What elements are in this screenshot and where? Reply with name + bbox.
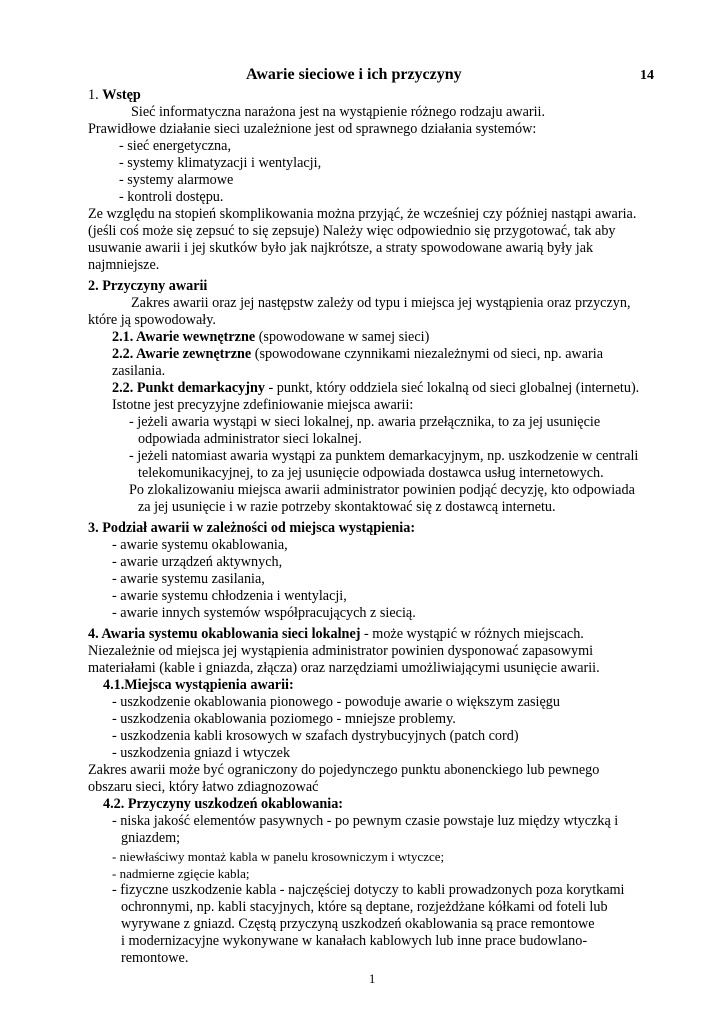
- list-item: - sieć energetyczna,: [119, 138, 231, 154]
- list-item-cont: ochronnymi, np. kabli stacyjnych, które są deptane, rozjeżdżane kółkami od foteli lub: [121, 899, 608, 915]
- section-1-heading: [88, 87, 141, 104]
- list-item-cont: wyrywane z gniazd. Częstą przyczyną uszkodzeń okablowania są prace remontowe: [121, 916, 595, 932]
- list-item: - uszkodzenia kabli krosowych w szafach dystrybucyjnych (patch cord): [112, 728, 519, 744]
- list-item: - fizyczne uszkodzenie kabla - najczęściej dotyczy to kabli prowadzonych poza korytkami: [112, 882, 625, 898]
- paragraph-line: usuwanie awarii i jej skutków było jak najkrótsze, a straty spowodowane awarią były jak: [88, 240, 594, 256]
- list-item: - uszkodzenia okablowania poziomego - mniejsze problemy.: [112, 711, 456, 727]
- paragraph-line: Zakres awarii oraz jej następstw zależy od typu i miejsca jej wystąpienia oraz przyczyn,: [131, 295, 631, 311]
- subsection-title: 2.2. P: [112, 380, 146, 396]
- paragraph-line: zasilania.: [112, 363, 166, 379]
- paragraph-line: za jej usunięcie i w razie potrzeby skontaktować się z dostawcą internetu.: [138, 499, 556, 515]
- paragraph-line: Istotne jest precyzyjne zdefiniowanie miejsca awarii:: [112, 397, 414, 413]
- paragraph-line: (jeśli coś może się zepsuć to się zepsuje) Należy więc odpowiednio się przygotować, tak aby: [88, 223, 616, 239]
- section-4-heading: [88, 626, 584, 643]
- page-title: Awarie sieciowe i ich przyczyny: [246, 66, 462, 83]
- list-item: - systemy klimatyzacji i wentylacji,: [119, 155, 322, 171]
- section-2-heading: 2. Przyczyny awarii: [88, 278, 208, 294]
- list-item-cont: gniazdem;: [121, 830, 181, 846]
- subsection-text: - punkt, który oddziela sieć lokalną od sieci globalnej (internetu).: [264, 380, 640, 396]
- paragraph-line: Sieć informatyczna narażona jest na wystąpienie różnego rodzaju awarii.: [131, 104, 546, 120]
- subsection-2-2-demarc: [112, 380, 639, 397]
- list-item: - awarie systemu zasilania,: [112, 571, 265, 587]
- list-item-cont: remontowe.: [121, 950, 189, 966]
- list-item: - awarie innych systemów współpracujących z siecią.: [112, 605, 416, 621]
- subsection-2-2: [112, 346, 603, 363]
- list-item: - niska jakość elementów pasywnych - po pewnym czasie powstaje luz między wtyczką i: [112, 813, 619, 829]
- section-number: 1.: [88, 87, 103, 103]
- paragraph-line: Zakres awarii może być ograniczony do pojedynczego punktu abonenckiego lub pewnego: [88, 762, 600, 778]
- subsection-text: (spowodowane czynnikami niezależnymi od sieci, np. awaria: [251, 346, 604, 362]
- paragraph-line: Niezależnie od miejsca jej wystąpienia administrator powinien dysponować zapasowymi: [88, 643, 594, 659]
- list-item: - awarie urządzeń aktywnych,: [112, 554, 283, 570]
- section-title: 4. Awaria systemu okablowania sieci lokalnej: [88, 626, 361, 642]
- paragraph-line: obszaru sieci, który łatwo zdiagnozować: [88, 779, 319, 795]
- subsection-2-1: [112, 329, 429, 346]
- subsection-4-2-heading: 4.2. Przyczyny uszkodzeń okablowania:: [103, 796, 344, 812]
- paragraph-line: które ją spowodowały.: [88, 312, 216, 328]
- list-item: - jeżeli natomiast awaria wystąpi za punktem demarkacyjnym, np. uszkodzenie w centrali: [129, 448, 639, 464]
- list-item-cont: odpowiada administrator sieci lokalnej.: [138, 431, 362, 447]
- list-item: - niewłaściwy montaż kabla w panelu krosowniczym i wtyczce;: [112, 849, 445, 864]
- subsection-title-cont: unkt demarkacyjny: [145, 380, 265, 396]
- list-item: - awarie systemu chłodzenia i wentylacji,: [112, 588, 347, 604]
- list-item: - nadmierne zgięcie kabla;: [112, 866, 250, 881]
- list-item: - systemy alarmowe: [119, 172, 234, 188]
- paragraph-line: materiałami (kable i gniazda, złącza) oraz narzędziami umożliwiającymi usunięcie awarii.: [88, 660, 600, 676]
- list-item: - uszkodzenia gniazd i wtyczek: [112, 745, 291, 761]
- list-item: - jeżeli awaria wystąpi w sieci lokalnej, np. awaria przełącznika, to za jej usunięcie: [129, 414, 601, 430]
- subsection-title: 2.1. Awarie wewnętrzne: [112, 329, 256, 345]
- paragraph-line: najmniejsze.: [88, 257, 160, 273]
- page-number: 1: [369, 972, 376, 986]
- paragraph-line: Ze względu na stopień skomplikowania można przyjąć, że wcześniej czy później nastąpi awaria.: [88, 206, 637, 222]
- subsection-text: (spowodowane w samej sieci): [255, 329, 430, 345]
- list-item: - kontroli dostępu.: [119, 189, 224, 205]
- section-3-heading: 3. Podział awarii w zależności od miejsca wystąpienia:: [88, 520, 416, 536]
- list-item: - awarie systemu okablowania,: [112, 537, 288, 553]
- paragraph-line: Prawidłowe działanie sieci uzależnione jest od sprawnego działania systemów:: [88, 121, 537, 137]
- paragraph-line: Po zlokalizowaniu miejsca awarii administrator powinien podjąć decyzję, kto odpowiada: [129, 482, 635, 498]
- subsection-4-1-heading: 4.1.Miejsca wystąpienia awarii:: [103, 677, 294, 693]
- section-text: - może wystąpić w różnych miejscach.: [360, 626, 584, 642]
- list-item-cont: telekomunikacyjnej, to za jej usunięcie odpowiada dostawca usług internetowych.: [138, 465, 604, 481]
- subsection-title: 2.2. Awarie zewnętrzne: [112, 346, 252, 362]
- section-title: Wstęp: [102, 87, 141, 103]
- list-item: - uszkodzenie okablowania pionowego - powoduje awarie o większym zasięgu: [112, 694, 560, 710]
- list-item-cont: i modernizacyjne wykonywane w kanałach kablowych lub inne prace budowlano-: [121, 933, 588, 949]
- header-number: 14: [640, 68, 654, 83]
